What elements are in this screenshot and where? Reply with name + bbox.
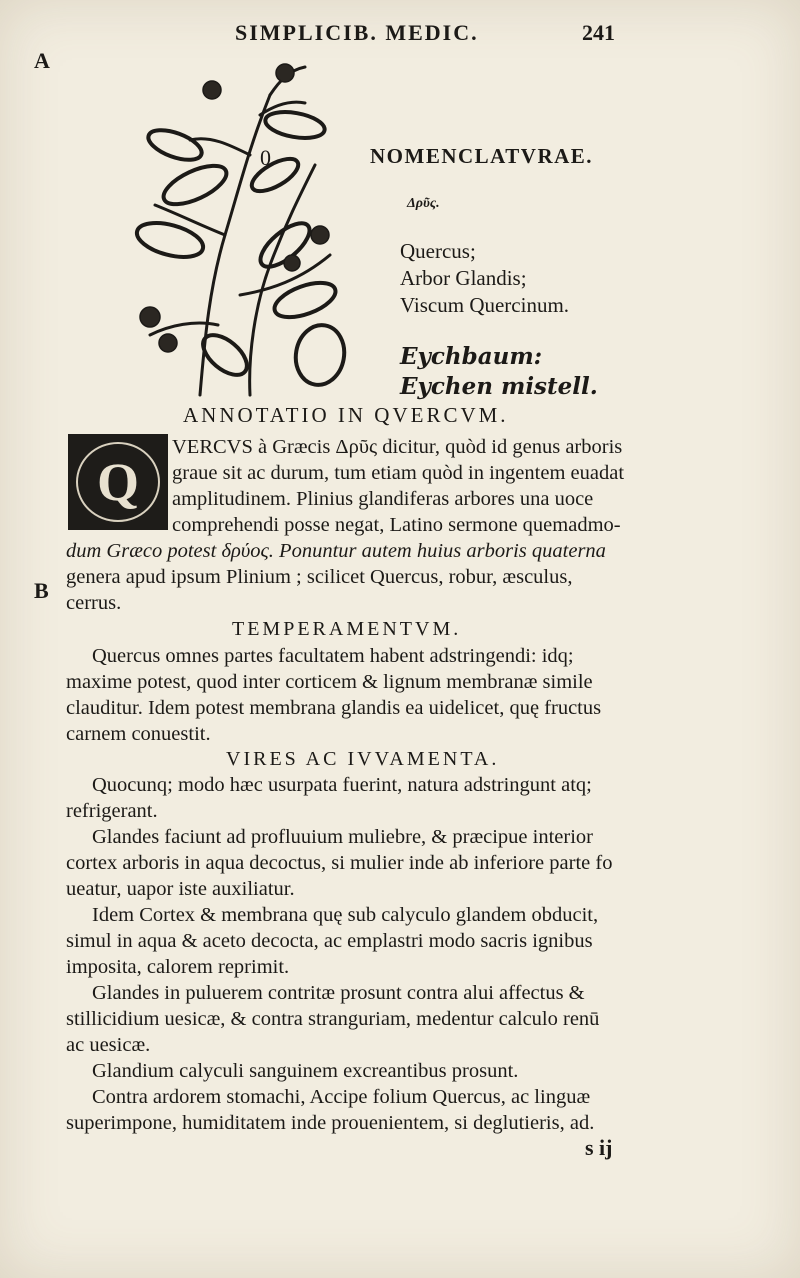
german-name: Eychen mistell. (400, 373, 598, 400)
vires-line: cortex arboris in aqua decoctus, si mulier inde ab inferiore parte fo (66, 852, 613, 874)
latin-name: Arbor Glandis; (400, 266, 527, 290)
annotation-line: comprehendi posse negat, Latino sermone quemadmo- (172, 514, 621, 536)
page-number: 241 (582, 20, 615, 45)
vires-line: refrigerant. (66, 800, 158, 822)
initial-frame (76, 442, 160, 522)
vires-heading: VIRES AC IVVAMENTA. (226, 748, 500, 770)
initial-letter: Q (96, 452, 139, 512)
vires-line: Contra ardorem stomachi, Accipe folium Quercus, ac linguæ (92, 1086, 591, 1108)
temperamentum-heading: TEMPERAMENTVM. (232, 618, 462, 640)
temperamentum-line: carnem conuestit. (66, 723, 211, 745)
vires-line: Glandium calyculi sanguinem excreantibus prosunt. (92, 1060, 519, 1082)
annotation-line: VERCVS à Græcis Δρῦς dicitur, quòd id genus arboris (172, 436, 623, 458)
decorated-initial-q-icon (68, 434, 168, 530)
nomenclature-title: NOMENCLATVRAE. (370, 144, 594, 168)
vires-line: imposita, calorem reprimit. (66, 956, 290, 978)
vires-line: stillicidium uesicæ, & contra stranguriam, medentur calculo renū (66, 1008, 600, 1030)
vires-line: Glandes in puluerem contritæ prosunt contra alui affectus & (92, 982, 585, 1004)
oak-branch-woodcut-icon (130, 55, 370, 400)
vires-line: Glandes faciunt ad profluuium muliebre, & præcipue interior (92, 826, 593, 848)
german-names (400, 342, 598, 402)
temperamentum-line: clauditur. Idem potest membrana glandis ea uidelicet, quę fructus (66, 697, 602, 719)
margin-mark-b: B (34, 578, 49, 603)
signature-mark: s ij (585, 1135, 613, 1160)
annotation-line: genera apud ipsum Plinium ; scilicet Quercus, robur, æsculus, (66, 566, 573, 588)
greek-name: Δρῦς. (407, 196, 440, 211)
latin-name: Viscum Quercinum. (400, 293, 570, 317)
latin-name: Quercus; (400, 239, 476, 263)
vires-line: ac uesicæ. (66, 1034, 151, 1056)
annotation-line: dum Græco potest δρύος. Ponuntur autem huius arboris quaterna (66, 540, 606, 562)
vires-line: Idem Cortex & membrana quę sub calyculo glandem obducit, (92, 904, 599, 926)
latin-names (400, 238, 569, 319)
annotation-line: amplitudinem. Plinius glandiferas arbores una uoce (172, 488, 594, 510)
temperamentum-line: maxime potest, quod inter corticem & lignum membranæ simile (66, 671, 593, 693)
german-name: Eychbaum: (400, 343, 543, 370)
temperamentum-line: Quercus omnes partes facultatem habent adstringendi: idq; (92, 645, 574, 667)
svg-text:0: 0 (260, 145, 271, 170)
annotation-heading: ANNOTATIO IN QVERCVM. (183, 403, 509, 427)
margin-mark-a: A (34, 48, 50, 73)
vires-line: Quocunq; modo hæc usurpata fuerint, natura adstringunt atq; (92, 774, 592, 796)
annotation-line: graue sit ac durum, tum etiam quòd in ingentem euadat (172, 462, 625, 484)
vires-line: ueatur, uapor iste auxiliatur. (66, 878, 295, 900)
vires-line: simul in aqua & aceto decocta, ac emplastri modo sacris ignibus (66, 930, 593, 952)
running-title: SIMPLICIB. MEDIC. (235, 20, 479, 45)
annotation-line: cerrus. (66, 592, 122, 614)
vires-line: superimpone, humiditatem inde prouenientem, si deglutieris, ad. (66, 1112, 595, 1134)
